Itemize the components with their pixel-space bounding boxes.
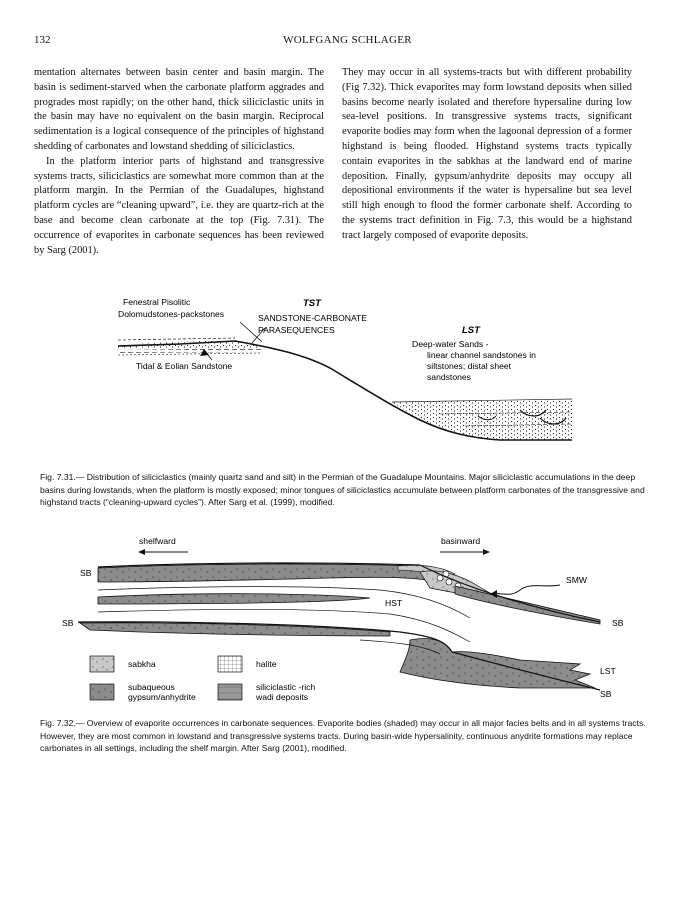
label-sb-right: SB bbox=[612, 618, 624, 628]
label-sandstone-1: SANDSTONE-CARBONATE bbox=[258, 313, 368, 323]
label-shelfward: shelfward bbox=[139, 536, 176, 546]
legend-swatch-sabkha bbox=[90, 656, 114, 672]
smw-arrow bbox=[492, 585, 560, 594]
label-sandstone-2: PARASEQUENCES bbox=[258, 325, 335, 335]
paragraph: mentation alternates between basin center and basin margin. The basin is sediment-starved when the carbonate platform aggrades and progrades most rapidly; on the other hand, thick siliciclastic units in the basin may have no equivalent on the basin margin. Reciprocal sedimentation is a logical consequence of the principles of highstand shedding of carbonates and lowstand shedding of siliciclastics. bbox=[34, 67, 324, 152]
label-basinward: basinward bbox=[441, 536, 481, 546]
paragraph: They may occur in all systems-tracts but with different probability (Fig 7.32). Thick evaporites may form lowstand deposits when silled basins become nearly isolated and therefore hypersaline during low sea-level positions. In transgressive systems tracts, significant evaporite bodies may form when the lagoonal depression of a former highstand is being flooded. Highstand systems tracts typically contain evaporites in the sabkhas at the landward end of marine deposition. Finally, gypsum/anhydrite deposits may occupy all depositional environments if the water is hypersaline but sea level still high enough to flood the former carbonate shelf. According to the systems tract definition in Fig. 7.3, this would be a highstand tract largely composed of evaporite deposits. bbox=[342, 67, 632, 241]
figure-7-32-diagram bbox=[0, 528, 695, 710]
legend-swatch-gypsum bbox=[90, 684, 114, 700]
label-sb-upper: SB bbox=[80, 568, 92, 578]
label-fenestral-2: Dolomudstones-packstones bbox=[118, 309, 225, 319]
figure-7-31-diagram bbox=[0, 285, 695, 455]
label-lst: LST bbox=[600, 666, 616, 676]
page-number: 132 bbox=[34, 34, 51, 46]
legend-swatch-halite bbox=[218, 656, 242, 672]
evaporite-bodies bbox=[80, 564, 600, 688]
label-deep-3: siltstones; distal sheet bbox=[427, 361, 512, 371]
direction-arrows bbox=[138, 549, 490, 555]
legend-label-gypsum-2: gypsum/anhydrite bbox=[128, 692, 196, 702]
label-tst: TST bbox=[303, 298, 321, 309]
body-left-column bbox=[34, 66, 324, 258]
label-sb-left: SB bbox=[62, 618, 74, 628]
label-deep-2: linear channel sandstones in bbox=[427, 350, 536, 360]
body-right-column bbox=[342, 66, 632, 244]
legend-label-gypsum-1: subaqueous bbox=[128, 682, 175, 692]
legend-label-halite: halite bbox=[256, 659, 277, 669]
legend-label-wadi-2: wadi deposits bbox=[256, 692, 309, 702]
legend-label-wadi-1: siliciclastic -rich bbox=[256, 682, 316, 692]
label-fenestral-1: Fenestral Pisolitic bbox=[123, 297, 191, 307]
figure-7-31-caption: Fig. 7.31.— Distribution of siliciclastics (mainly quartz sand and silt) in the Permian of the Guadalupe Mountains. Major siliciclastic accumulations in the deep basins during lowstands, when the platform is mostly exposed; minor tongues of siliciclastics accumulate between platform carbonates of the transgressive and highstand tracts (“cleaning-upward cycles”). After Sarg et al. (1999), modified. bbox=[40, 472, 645, 507]
platform-layers bbox=[118, 338, 270, 355]
label-hst: HST bbox=[385, 598, 403, 608]
legend-swatch-wadi bbox=[218, 684, 242, 700]
label-deep-1: Deep-water Sands - bbox=[412, 339, 489, 349]
label-deep-4: sandstones bbox=[427, 372, 471, 382]
figure-7-32-caption: Fig. 7.32.— Overview of evaporite occurrences in carbonate sequences. Evaporite bodies (shaded) may occur in all major facies belts and in all systems tracts. However, they are most common in lowstand and transgressive systems tracts. During basin-wide hypersalinity, continuous anydrite formations may replace carbonates in all settings, including the shelf margin. After Sarg (2001), modified. bbox=[40, 718, 646, 753]
label-sb-bottom: SB bbox=[600, 689, 612, 699]
label-tidal: Tidal & Eolian Sandstone bbox=[136, 361, 233, 371]
legend bbox=[90, 656, 315, 702]
label-lst: LST bbox=[462, 325, 480, 336]
legend-label-sabkha: sabkha bbox=[128, 659, 156, 669]
running-header-author: WOLFGANG SCHLAGER bbox=[283, 34, 412, 46]
paragraph: In the platform interior parts of highstand and transgressive systems tracts, siliciclastics are somewhat more common than at the platform margin. In the Permian of the Guadalupes, highstand platform cycles are “cleaning upward”, i.e. they are quartz-rich at the base and become clean carbonate at the top (Fig. 7.31). The occurrence of evaporites in carbonate sequences has been reviewed by Sarg (2001). bbox=[34, 155, 324, 256]
label-smw: SMW bbox=[566, 575, 588, 585]
